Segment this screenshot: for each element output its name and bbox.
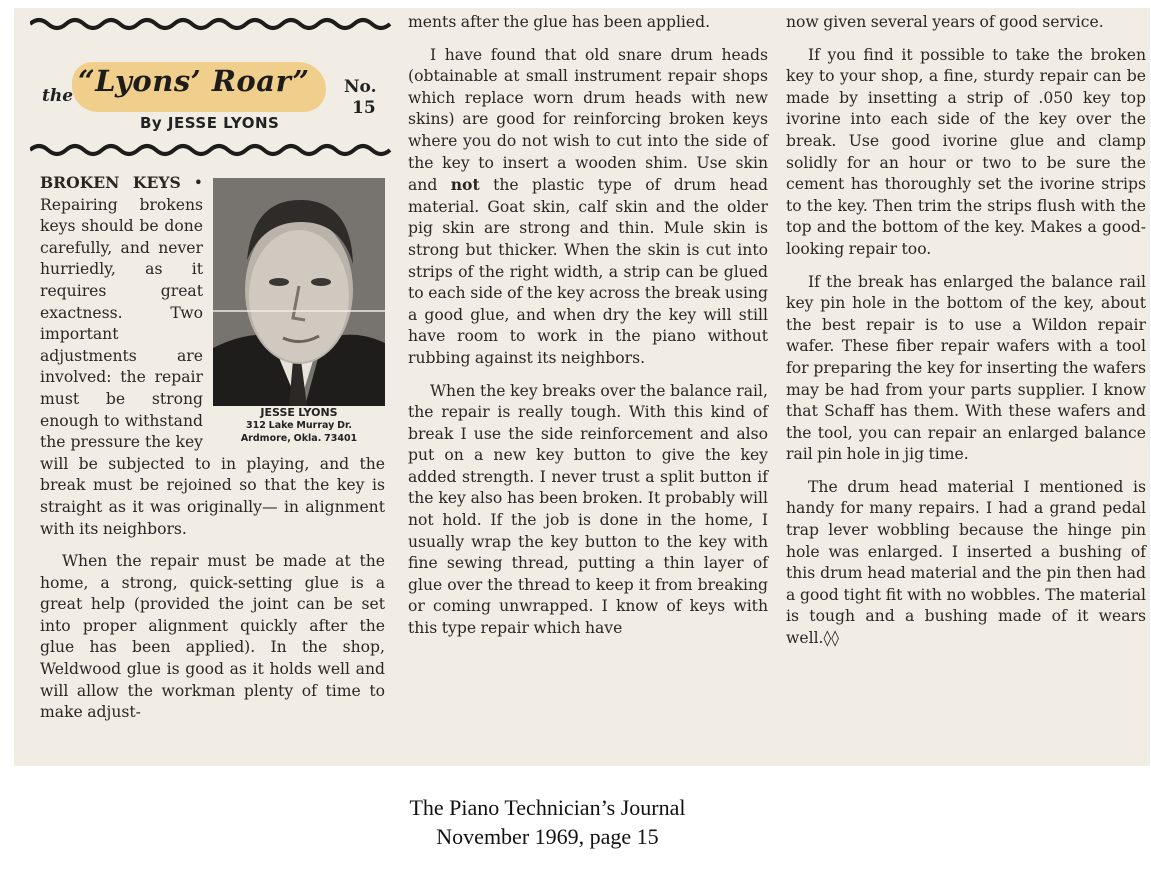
article-paragraph	[786, 477, 1146, 650]
issue-number: 15	[352, 98, 376, 118]
newspaper-clipping	[14, 8, 1150, 766]
photo-caption-address-2: Ardmore, Okla. 73401	[240, 433, 358, 444]
photo-caption-address-1: 312 Lake Murray Dr.	[246, 420, 352, 431]
bottom-wavy-rule	[30, 142, 392, 158]
paragraph-text: I have found that old snare drum heads (obtainable at small instrument repair shops which replace worn drum heads with new skins) are good for reinforcing broken keys where you do not wish to cut into the side of the key to insert a wooden shim. Use skin and	[408, 45, 768, 195]
author-photo	[213, 178, 385, 444]
paragraph-text: The drum head material I mentioned is handy for many repairs. I had a grand pedal trap lever wobbling because the hinge pin hole was enlarged. I inserted a bushing of this drum head material and the pin then had a good tight fit with no wobbles. The material is tough and a bushing made of it wears well.	[786, 477, 1146, 648]
article-paragraph: If the break has enlarged the balance rail key pin hole in the bottom of the key, about the best repair is to use a Wildon repair wafer. These fiber repair wafers with a tool for preparing the key for inserting the wafers may be had from your parts supplier. I know that Schaff has them. With these wafers and the tool, you can repair an enlarged balance rail pin hole in jig time.	[786, 272, 1146, 464]
article-paragraph	[408, 45, 768, 370]
header-the: the	[42, 86, 74, 106]
source-journal: The Piano Technician’s Journal	[409, 795, 686, 820]
end-mark: ◊◊	[823, 629, 839, 648]
column-title: “Lyons’ Roar”	[78, 64, 310, 98]
column-three	[786, 12, 1146, 661]
article-paragraph: ments after the glue has been applied.	[408, 13, 711, 31]
article-paragraph: When the key breaks over the balance rail, the repair is really tough. With this kind of break I use the side reinforcement and also put on a new key button to give the key added strength. I never trust a split button if the key also has been broken. It probably will not hold. If the job is done in the home, I usually wrap the key button to the key with fine sewing thread, putting a thin layer of glue over the thread to keep it from breaking or coming unwrapped. I know of keys with this type repair which have	[408, 381, 768, 638]
photo-caption-name: JESSE LYONS	[260, 406, 338, 419]
paragraph-text: Repairing brokens keys should be done carefully, and never hurriedly, as it requires great exactness. Two important adjustments are involved: the repair must be strong enough to withstand the pressure the key will be subjected to in playing, and the break must be rejoined so that the key is straight as it was originally— in alignment with its neighbors.	[40, 195, 385, 538]
column-two	[408, 12, 768, 651]
column-header	[30, 30, 392, 150]
article-paragraph: If you find it possible to take the broken key to your shop, a fine, sturdy repair can be made by insetting a strip of .050 key top ivorine into each side of the key over the break. Use good ivorine glue and clamp solidly for an hour or two to be sure the cement has thoroughly set the ivorine strips to the key. Then trim the strips flush with the top and the bottom of the key. Makes a good-looking repair too.	[786, 45, 1146, 258]
article-paragraph: When the repair must be made at the home, a strong, quick-setting glue is a great help (provided the joint can be set into proper alignment quickly after the glue has been applied). In the shop, Weldwood glue is good as it holds well and will allow the workman plenty of time to make adjust-	[40, 552, 385, 722]
byline: By JESSE LYONS	[140, 114, 280, 132]
source-date: November 1969, page 15	[436, 824, 659, 849]
heading-separator: •	[193, 174, 203, 192]
author-portrait-image	[213, 178, 385, 406]
paragraph-text: the plastic type of drum head material. Goat skin, calf skin and the older pig skin are strong and thin. Mule skin is strong but thicker. When the skin is cut into strips of the right width, a strip can be glued to each side of the key across the break using a good glue, and when dry the key will still have room to work in the piano without rubbing against its neighbors.	[408, 176, 769, 367]
article-heading: BROKEN KEYS	[40, 173, 181, 192]
emphasis-text: not	[450, 175, 480, 195]
article-paragraph: now given several years of good service.	[786, 13, 1104, 31]
column-one	[40, 172, 385, 735]
issue-number-label: No.	[344, 77, 377, 97]
